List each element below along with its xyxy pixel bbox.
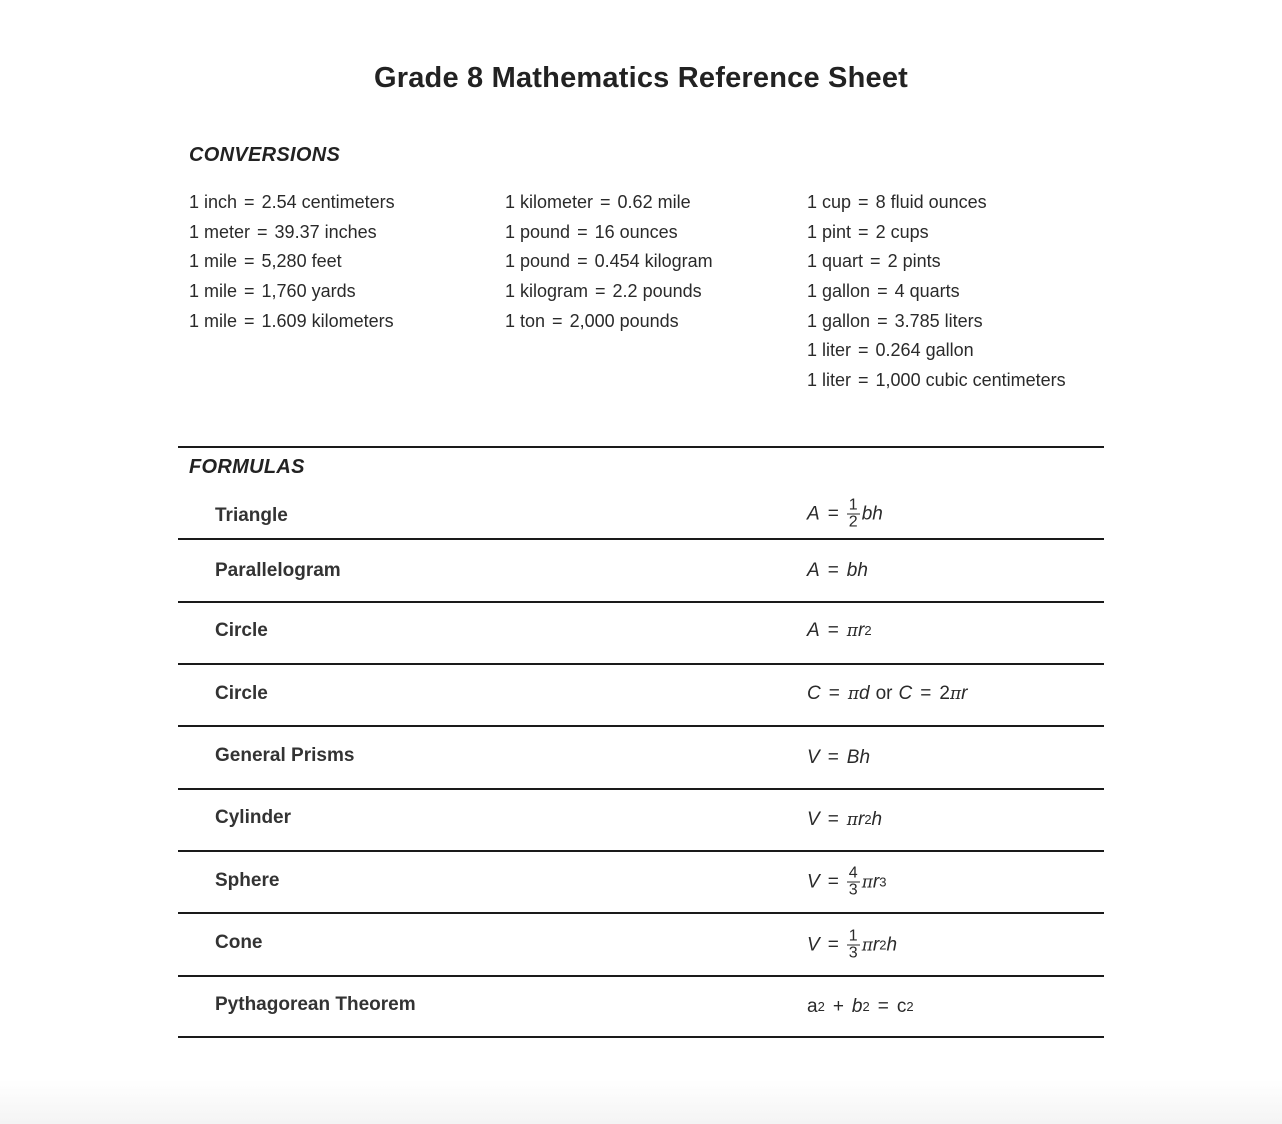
- conversion-unit: 1 kilometer: [505, 192, 594, 212]
- conversion-unit: 1 pound: [505, 251, 571, 272]
- variable: C: [807, 683, 821, 704]
- pi-symbol: π: [949, 684, 962, 704]
- conversion-unit: 1 kilogram: [505, 281, 589, 302]
- conversions-column-3: [807, 188, 1066, 396]
- formula-circle-area: A = π r 2: [807, 620, 872, 641]
- formulas-heading: FORMULAS: [189, 456, 305, 478]
- conversion-value: 2.54 centimeters: [261, 192, 395, 212]
- conversion-value: 16 ounces: [594, 221, 678, 242]
- operator: =: [827, 934, 839, 955]
- variable: r: [857, 620, 865, 641]
- variable: b: [846, 560, 858, 581]
- equals-sign: =: [858, 192, 869, 212]
- variable: r: [961, 683, 968, 704]
- variable: V: [807, 809, 820, 830]
- equals-sign: =: [244, 281, 255, 302]
- conversion-item: [189, 188, 395, 218]
- operator: =: [827, 620, 839, 641]
- operator: =: [827, 560, 839, 581]
- fraction-numerator: 1: [848, 496, 858, 514]
- conversion-value: 0.264 gallon: [875, 340, 974, 361]
- conversion-item: [505, 277, 713, 307]
- equals-sign: =: [244, 192, 255, 212]
- fraction-numerator: 1: [848, 927, 858, 945]
- pi-symbol: π: [846, 621, 858, 641]
- operator: =: [827, 503, 839, 524]
- formula-name-pythagorean-theorem: Pythagorean Theorem: [215, 994, 416, 1015]
- conversion-unit: 1 ton: [505, 310, 546, 331]
- conversion-unit: 1 gallon: [807, 281, 871, 302]
- equals-sign: =: [858, 370, 869, 391]
- equals-sign: =: [858, 221, 869, 242]
- formula-prism-volume: [807, 747, 870, 769]
- formula-name-circle-circumference: Circle: [215, 683, 268, 704]
- conversion-item: [505, 218, 713, 248]
- operator: =: [827, 747, 839, 768]
- conversion-item: [807, 277, 1066, 307]
- formula-name-parallelogram: Parallelogram: [215, 560, 341, 581]
- variable: A: [807, 620, 820, 641]
- conversion-value: 2,000 pounds: [569, 310, 679, 331]
- conversion-unit: 1 mile: [189, 310, 238, 331]
- formula-name-cone: Cone: [215, 932, 263, 953]
- fraction-denominator: 3: [848, 944, 858, 962]
- conversion-unit: 1 liter: [807, 370, 852, 391]
- fraction: [847, 866, 860, 899]
- variable: V: [807, 871, 820, 892]
- conversion-unit: 1 quart: [807, 251, 864, 272]
- conversion-unit: 1 mile: [189, 281, 238, 302]
- conversion-item: [807, 247, 1066, 277]
- conversion-value: 3.785 liters: [894, 310, 983, 331]
- equals-sign: =: [858, 340, 869, 361]
- variable: V: [807, 747, 820, 768]
- conversion-item: [807, 307, 1066, 337]
- page-bottom-shade: [0, 1080, 1282, 1124]
- equals-sign: =: [877, 281, 888, 302]
- equals-sign: =: [600, 192, 611, 212]
- formula-sphere-volume: V = $\frac{4}{3}$ π r 3: [807, 864, 887, 899]
- variable: h: [857, 560, 868, 581]
- equals-sign: =: [244, 251, 255, 272]
- operator: =: [877, 996, 889, 1017]
- variable: C: [898, 683, 913, 704]
- operator: =: [827, 871, 839, 892]
- formula-cylinder-volume: V = π r 2 h: [807, 809, 883, 830]
- conversion-item: [189, 277, 395, 307]
- formula-name-circle-area: Circle: [215, 620, 268, 641]
- conversion-value: 39.37 inches: [274, 221, 377, 242]
- variable: b: [851, 996, 863, 1017]
- equals-sign: =: [577, 221, 588, 242]
- fraction-denominator: 3: [848, 881, 858, 899]
- variable: r: [857, 809, 865, 830]
- fraction: [847, 498, 860, 531]
- conversion-unit: 1 meter: [189, 221, 251, 242]
- conversion-value: 0.454 kilogram: [594, 251, 713, 272]
- conversions-column-1: [189, 188, 395, 336]
- formula-circle-circumference: [807, 683, 967, 705]
- conversions-heading: CONVERSIONS: [189, 144, 341, 166]
- conversions-column-2: [505, 188, 713, 336]
- variable: B: [846, 747, 860, 768]
- pi-symbol: π: [861, 872, 873, 892]
- conversion-unit: 1 cup: [807, 192, 852, 212]
- conversion-unit: 1 inch: [189, 192, 238, 212]
- row-divider: [178, 663, 1104, 665]
- operator: =: [920, 683, 932, 704]
- variable: r: [872, 871, 880, 892]
- conversion-value: 2 pints: [887, 251, 941, 272]
- fraction-numerator: 4: [848, 864, 858, 882]
- fraction-denominator: 2: [848, 513, 858, 531]
- coefficient: 2: [939, 683, 950, 704]
- conversion-item: [505, 247, 713, 277]
- connector-word: or: [875, 683, 893, 704]
- variable: A: [807, 560, 820, 581]
- formula-name-triangle: Triangle: [215, 505, 288, 526]
- conversion-item: [505, 307, 713, 337]
- equals-sign: =: [552, 310, 563, 331]
- row-divider: [178, 850, 1104, 852]
- variable: b: [861, 503, 873, 524]
- operator: +: [832, 996, 844, 1017]
- row-divider: [178, 725, 1104, 727]
- conversion-value: 1.609 kilometers: [261, 310, 394, 331]
- equals-sign: =: [257, 221, 268, 242]
- formula-name-general-prisms: General Prisms: [215, 745, 355, 766]
- conversion-item: [807, 188, 1066, 218]
- fraction: [847, 929, 860, 962]
- conversion-value: 4 quarts: [894, 281, 960, 302]
- equals-sign: =: [595, 281, 606, 302]
- variable: A: [807, 503, 820, 524]
- conversion-item: [807, 218, 1066, 248]
- formulas-bottom-rule: [178, 1036, 1104, 1038]
- row-divider: [178, 601, 1104, 603]
- conversion-item: [189, 218, 395, 248]
- operator: =: [828, 683, 840, 704]
- row-divider: [178, 975, 1104, 977]
- formula-name-cylinder: Cylinder: [215, 807, 292, 828]
- conversion-item: [505, 188, 713, 218]
- formula-parallelogram-area: [807, 560, 868, 582]
- conversion-value: 1,760 yards: [261, 281, 356, 302]
- formula-name-sphere: Sphere: [215, 870, 280, 891]
- conversion-value: 8 fluid ounces: [875, 192, 987, 212]
- conversion-unit: 1 liter: [807, 340, 852, 361]
- row-divider: [178, 788, 1104, 790]
- variable: h: [859, 747, 871, 768]
- pi-symbol: π: [846, 810, 858, 830]
- variable: c: [896, 996, 907, 1017]
- variable: V: [807, 934, 820, 955]
- formula-triangle-area: [807, 498, 883, 531]
- equals-sign: =: [870, 251, 881, 272]
- variable: a: [807, 996, 818, 1017]
- formula-pythagorean: a 2 + b 2 = c 2: [807, 996, 914, 1017]
- equals-sign: =: [244, 310, 255, 331]
- pi-symbol: π: [861, 935, 873, 955]
- variable: h: [871, 809, 883, 830]
- conversion-value: 2 cups: [875, 221, 929, 242]
- equals-sign: =: [877, 310, 888, 331]
- conversion-item: [807, 336, 1066, 366]
- pi-symbol: π: [847, 684, 860, 704]
- variable: d: [859, 683, 870, 704]
- variable: h: [886, 934, 898, 955]
- equals-sign: =: [577, 251, 588, 272]
- conversion-unit: 1 pint: [807, 221, 852, 242]
- variable: r: [872, 934, 880, 955]
- conversion-item: [189, 247, 395, 277]
- conversion-unit: 1 mile: [189, 251, 238, 272]
- row-divider: [178, 912, 1104, 914]
- operator: =: [827, 809, 839, 830]
- conversion-value: 5,280 feet: [261, 251, 342, 272]
- conversion-unit: 1 gallon: [807, 310, 871, 331]
- conversion-unit: 1 pound: [505, 221, 571, 242]
- page-title: Grade 8 Mathematics Reference Sheet: [373, 62, 909, 94]
- conversion-value: 2.2 pounds: [612, 281, 702, 302]
- conversion-item: [189, 307, 395, 337]
- formula-cone-volume: V = $\frac{1}{3}$ π r 2 h: [807, 927, 898, 962]
- formulas-top-rule: [178, 446, 1104, 448]
- conversion-value: 1,000 cubic centimeters: [875, 370, 1066, 391]
- row-divider: [178, 538, 1104, 540]
- conversion-item: [807, 366, 1066, 396]
- conversion-value: 0.62 mile: [617, 192, 691, 212]
- variable: h: [872, 503, 883, 524]
